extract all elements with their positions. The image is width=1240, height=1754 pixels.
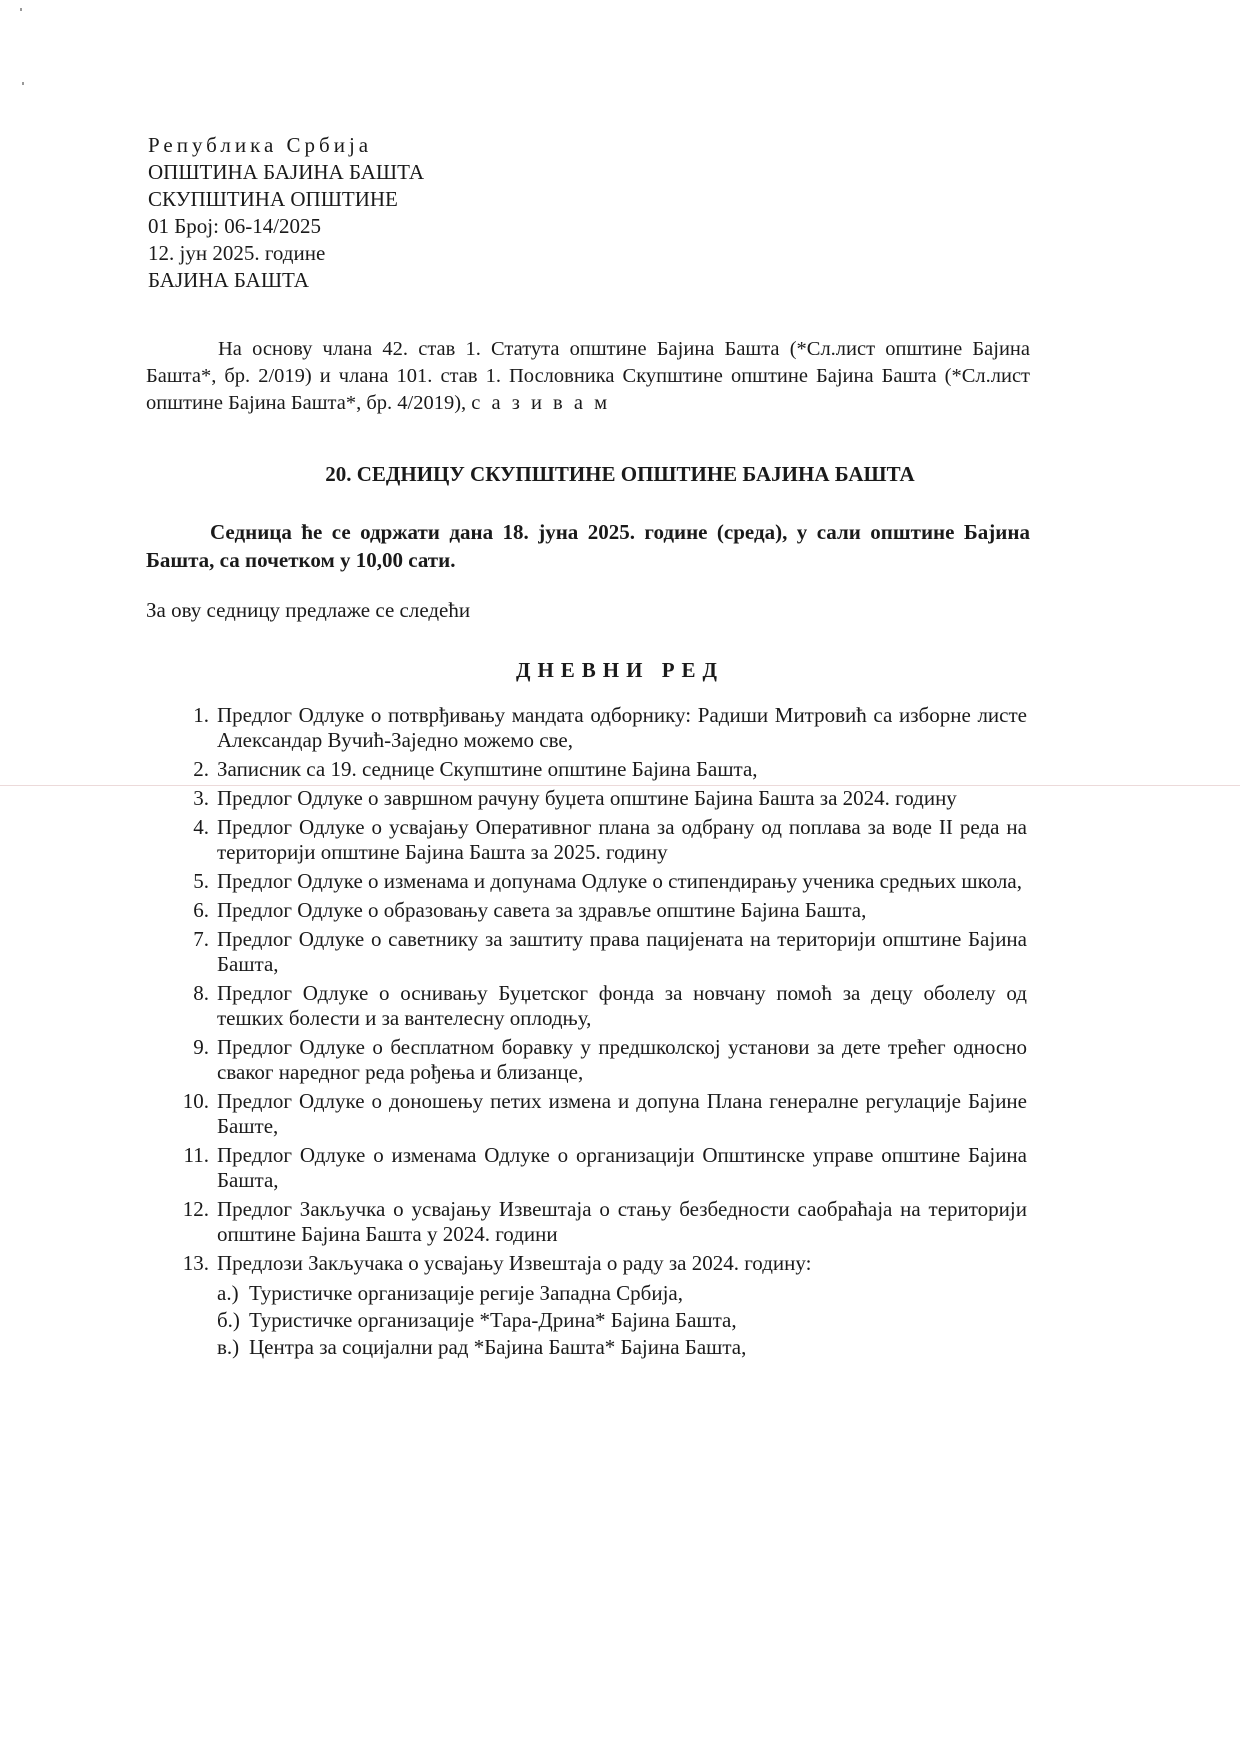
session-title: 20. СЕДНИЦУ СКУПШТИНЕ ОПШТИНЕ БАЈИНА БАШТА	[325, 462, 915, 486]
agenda-item-text: Предлог Одлуке о оснивању Буџетског фонда за новчану помоћ за децу оболелу од тешких болести и за вантелесну оплодњу,	[217, 981, 1027, 1030]
agenda-item-text: Предлог Одлуке о потврђивању мандата одборнику: Радиши Митровић са изборне листе Александар Вучић-Заједно можемо све,	[217, 703, 1027, 752]
agenda-item	[165, 786, 1027, 811]
agenda-item	[165, 1197, 1027, 1247]
session-info: Седница ће се одржати дана 18. јуна 2025. године (среда), у сали општине Бајина Башта, са почетком у 10,00 сати.	[146, 520, 1030, 572]
agenda-item	[165, 703, 1027, 753]
agenda-item-number: 12.	[182, 1197, 209, 1221]
document-date: 12. јун 2025. године	[148, 241, 326, 265]
agenda-subitem-label: б.)	[217, 1308, 240, 1332]
agenda-subitem-text: Центра за социјални рад *Бајина Башта* Бајина Башта,	[249, 1335, 747, 1359]
agenda-item	[165, 927, 1027, 977]
intro-paragraph	[146, 336, 1030, 417]
agenda-item-number: 5.	[193, 869, 209, 893]
agenda-item-number: 8.	[193, 981, 209, 1005]
agenda-item-number: 1.	[193, 703, 209, 727]
agenda-subitem-text: Туристичке организације регије Западна Србија,	[249, 1281, 684, 1305]
assembly-line: СКУПШТИНА ОПШТИНЕ	[148, 187, 398, 211]
agenda-item-text: Предлози Закључака о усвајању Извештаја о раду за 2024. годину:	[217, 1251, 812, 1275]
municipality-line: ОПШТИНА БАЈИНА БАШТА	[148, 160, 425, 184]
agenda-item-text: Предлог Одлуке о усвајању Оперативног плана за одбрану од поплава за воде II реда на територији општине Бајина Башта за 2025. годину	[217, 815, 1027, 864]
agenda-item-text: Предлог Одлуке о изменама и допунама Одлуке о стипендирању ученика средњих школа,	[217, 869, 1022, 893]
agenda-item-number: 3.	[193, 786, 209, 810]
agenda-title: ДНЕВНИ РЕД	[516, 658, 724, 682]
agenda-item-number: 11.	[183, 1143, 209, 1167]
agenda-item	[165, 1089, 1027, 1139]
reference-number: 01 Број: 06-14/2025	[148, 214, 322, 238]
letterhead	[148, 132, 424, 294]
agenda-item	[165, 1143, 1027, 1193]
agenda-item-number: 13.	[182, 1251, 209, 1275]
agenda-item-number: 10.	[182, 1089, 209, 1113]
city-line: БАЈИНА БАШТА	[148, 268, 309, 292]
proposal-line: За ову седницу предлаже се следећи	[146, 598, 471, 622]
agenda-item	[165, 1035, 1027, 1085]
agenda-item	[165, 898, 1027, 923]
agenda-subitem	[217, 1280, 1027, 1307]
agenda-subitem-text: Туристичке организације *Тара-Дрина* Бајина Башта,	[249, 1308, 737, 1332]
agenda-subitem-label: в.)	[217, 1335, 240, 1359]
agenda-item	[165, 1251, 1027, 1276]
agenda-item-text: Предлог Закључка о усвајању Извештаја о стању безбедности саобраћаја на територији општине Бајина Башта у 2024. години	[217, 1197, 1027, 1246]
scan-speck	[22, 82, 24, 85]
agenda-item	[165, 981, 1027, 1031]
agenda-list	[165, 703, 1027, 1361]
agenda-item-number: 9.	[193, 1035, 209, 1059]
agenda-item-text: Предлог Одлуке о образовању савета за здравље општине Бајина Башта,	[217, 898, 867, 922]
agenda-item-text: Предлог Одлуке о завршном рачуну буџета општине Бајина Башта за 2024. годину	[217, 786, 957, 810]
convene-word: с а з и в а м	[471, 392, 611, 414]
agenda-item-text: Предлог Одлуке о бесплатном боравку у предшколској установи за дете трећег односно сваког наредног реда рођења и близанце,	[217, 1035, 1027, 1084]
agenda-item-text: Предлог Одлуке о изменама Одлуке о организацији Општинске управе општине Бајина Башта,	[217, 1143, 1027, 1192]
agenda-item-number: 7.	[193, 927, 209, 951]
agenda-item-number: 2.	[193, 757, 209, 781]
agenda-item-text: Записник са 19. седнице Скупштине општине Бајина Башта,	[217, 757, 758, 781]
agenda-item-text: Предлог Одлуке о доношењу петих измена и допуна Плана генералне регулације Бајине Баште,	[217, 1089, 1027, 1138]
agenda-subitem	[217, 1307, 1027, 1334]
agenda-item-number: 4.	[193, 815, 209, 839]
agenda-sublist	[217, 1280, 1027, 1361]
agenda-item	[165, 815, 1027, 865]
republic-line: Република Србија	[148, 133, 373, 157]
scan-speck	[20, 8, 22, 11]
agenda-subitem-label: а.)	[217, 1281, 239, 1305]
agenda-item	[165, 869, 1027, 894]
agenda-item-number: 6.	[193, 898, 209, 922]
agenda-subitem	[217, 1334, 1027, 1361]
agenda-item-text: Предлог Одлуке о саветнику за заштиту права пацијената на територији општине Бајина Башта,	[217, 927, 1027, 976]
intro-text: На основу члана 42. став 1. Статута општине Бајина Башта (*Сл.лист општине Бајина Башта*, бр. 2/019) и члана 101. став 1. Пословника Скупштине општине Бајина Башта (*Сл.лист општине Бајина Башта*, бр. 4/2019),	[146, 338, 1030, 414]
agenda-item	[165, 757, 1027, 782]
